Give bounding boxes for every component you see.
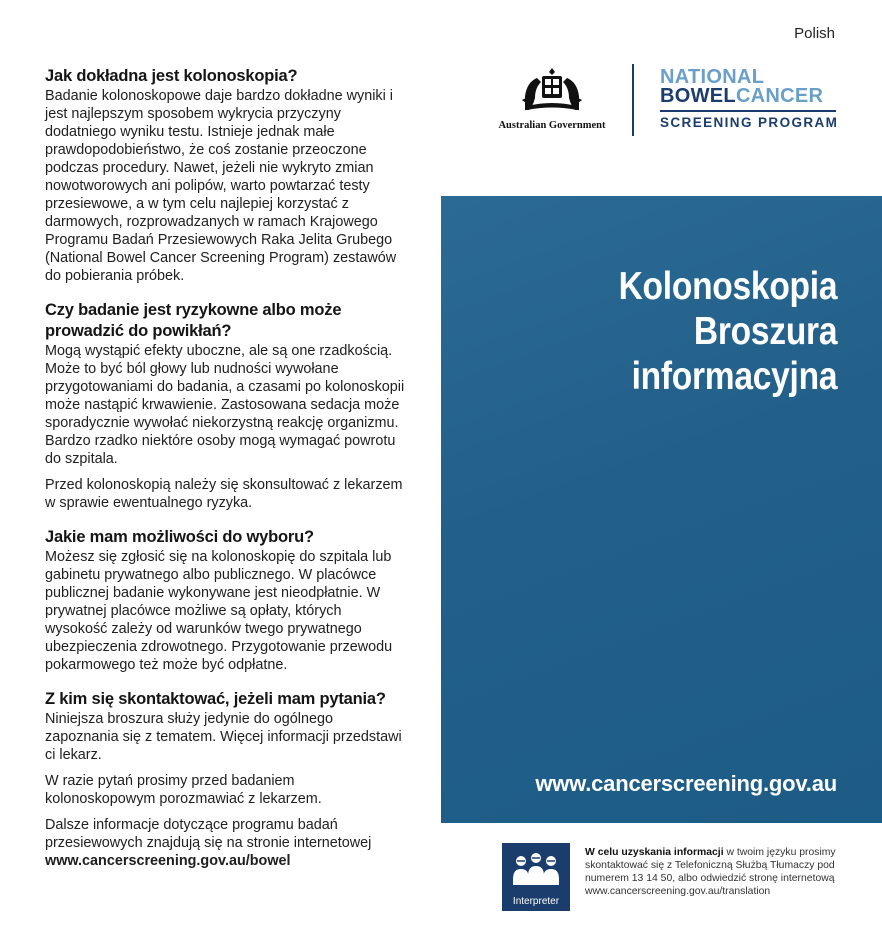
section-accuracy (45, 66, 405, 285)
program-logo-bowel-cancer (660, 87, 838, 106)
logo-divider (632, 64, 634, 136)
interpreter-lead: W celu uzyskania informacji (585, 847, 724, 858)
section-risks (45, 300, 405, 512)
section-paragraph: W razie pytań prosimy przed badaniem kolonoskopowym porozmawiać z lekarzem. (45, 773, 322, 807)
section-options (45, 527, 405, 674)
section-contact (45, 689, 405, 870)
cover-panel (441, 196, 882, 823)
cover-title (618, 264, 837, 399)
section-paragraph (45, 816, 405, 870)
cover-title-line: informacyjna (631, 355, 837, 398)
section-paragraph: Mogą wystąpić efekty uboczne, ale są one rzadkością. Może to być ból głowy lub nudności wywołane przygotowaniami do badania, a czasami po kolonoskopii może nastąpić krwawienie. Zastosowana sedacja może sporadycznie wywołać niekorzystną reakcję organizmu. Bardzo rzadko niektóre osoby mogą wymagać powrotu do szpitala. (45, 343, 405, 467)
section-heading: Czy badanie jest ryzykowne albo może prowadzić do powikłań? (45, 301, 342, 340)
government-name: Australian Government (498, 120, 606, 131)
section-paragraph: Badanie kolonoskopowe daje bardzo dokładne wyniki i jest najlepszym sposobem wykrycia przyczyny dodatniego wyniku testu. Istnieje jednak małe prawdopodobieństwo, że coś zostanie przeoczone podczas procedury. Nawet, jeżeli nie wykryto zmian nowotworowych ani polipów, warto powtarzać testy przesiewowe, a w tym celu najlepiej korzystać z darmowych, rozprowadzanych w ramach Krajowego Programu Badań Przesiewowych Raka Jelita Grubego (National Bowel Cancer Screening Program) zestawów do pobierania próbek. (45, 88, 397, 284)
cover-website-link[interactable]: www.cancerscreening.gov.au (535, 771, 837, 796)
program-logo-bowel: BOWEL (660, 85, 736, 107)
section-paragraph: Możesz się zgłosić się na kolonoskopię do szpitala lub gabinetu prywatnego albo publicznego. W placówce publicznej badanie wykonywane jest nieodpłatnie. W prywatnej placówce możliwe są opłaty, których wysokość zależy od warunków twego prywatnego ubezpieczenia zdrowotnego. Przygotowanie przewodu pokarmowego też może być odpłatne. (45, 549, 393, 673)
bowel-link[interactable]: www.cancerscreening.gov.au/bowel (45, 853, 291, 869)
program-logo-national: NATIONAL (660, 66, 765, 88)
logo-bar (482, 62, 842, 138)
translation-link[interactable]: www.cancerscreening.gov.au/translation (585, 886, 771, 897)
interpreter-label: Interpreter (512, 896, 560, 907)
interpreter-badge (502, 843, 570, 911)
section-paragraph: Przed kolonoskopią należy się skonsultować z lekarzem w sprawie ewentualnego ryzyka. (45, 477, 403, 511)
australian-government-logo (482, 66, 622, 136)
section-heading: Z kim się skontaktować, jeżeli mam pytania? (45, 690, 386, 708)
interpreter-text: w twoim języku prosimy skontaktować się z Telefoniczną Służbą Tłumaczy pod numerem 13 14 50, albo odwiedzić stronę internetową (585, 847, 836, 884)
cover-title-line: Kolonoskopia (618, 265, 837, 308)
section-heading: Jak dokładna jest kolonoskopia? (45, 67, 298, 85)
program-logo (660, 68, 838, 130)
cover-title-line: Broszura (693, 310, 837, 353)
program-logo-screening: SCREENING PROGRAM (660, 115, 839, 130)
paragraph-text: Dalsze informacje dotyczące programu badań przesiewowych znajdują się na stronie internetowej (45, 817, 372, 851)
section-paragraph: Niniejsza broszura służy jedynie do ogólnego zapoznania się z tematem. Więcej informacji przedstawi ci lekarz. (45, 711, 402, 763)
program-logo-rule (660, 110, 836, 112)
program-logo-cancer: CANCER (735, 85, 824, 107)
language-label: Polish (794, 25, 835, 42)
left-column (45, 66, 405, 870)
coat-of-arms-icon (517, 66, 587, 114)
interpreter-info (585, 846, 847, 898)
interpreter-icon (502, 843, 570, 895)
section-heading: Jakie mam możliwości do wyboru? (45, 528, 314, 546)
